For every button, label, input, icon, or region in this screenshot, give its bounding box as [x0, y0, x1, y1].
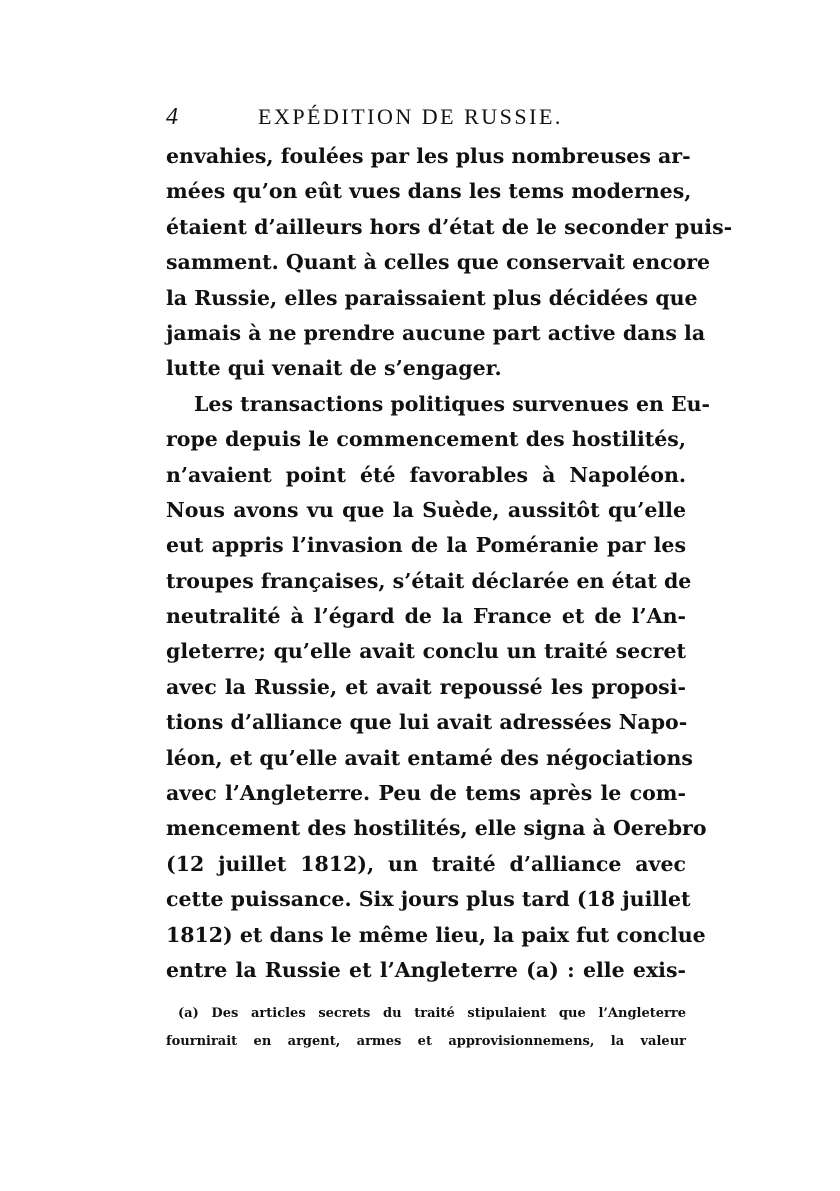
text-line: léon, et qu’elle avait entamé des négociations — [166, 745, 693, 770]
text-line: Les transactions politiques survenues en Eu- — [194, 391, 711, 416]
text-line: n’avaient point été favorables à Napoléon. — [166, 462, 686, 487]
text-line: avec l’Angleterre. Peu de tems après le com- — [166, 781, 686, 806]
footnote — [166, 1000, 686, 1056]
text-line: envahies, foulées par les plus nombreuses ar- — [166, 144, 691, 168]
text-line: troupes françaises, s’était déclarée en état de — [166, 568, 692, 593]
footnote-line: (a) Des articles secrets du traité stipulaient que l’Angleterre — [178, 1006, 686, 1021]
text-line: étaient d’ailleurs hors d’état de le seconder puis- — [166, 214, 733, 239]
text-line: la Russie, elles paraissaient plus décidées que — [166, 285, 698, 310]
text-line: avec la Russie, et avait repoussé les proposi- — [166, 674, 686, 699]
running-title: EXPÉDITION DE RUSSIE. — [258, 104, 563, 129]
text-line: lutte qui venait de s’engager. — [166, 356, 502, 381]
running-header — [166, 104, 686, 134]
text-line: mées qu’on eût vues dans les tems modernes, — [166, 179, 692, 204]
text-line: (12 juillet 1812), un traité d’alliance avec — [166, 851, 686, 876]
text-line: entre la Russie et l’Angleterre (a) : elle exis- — [166, 957, 686, 982]
text-line: rope depuis le commencement des hostilités, — [166, 427, 686, 452]
text-line: mencement des hostilités, elle signa à Oerebro — [166, 816, 707, 841]
text-line: Nous avons vu que la Suède, aussitôt qu’elle — [166, 497, 686, 522]
text-line: neutralité à l’égard de la France et de l’An- — [166, 604, 686, 629]
text-line: 1812) et dans le même lieu, la paix fut conclue — [166, 922, 706, 947]
text-line: jamais à ne prendre aucune part active dans la — [166, 320, 706, 345]
body-text — [166, 139, 733, 988]
text-line: samment. Quant à celles que conservait encore — [166, 250, 711, 275]
page-number: 4 — [166, 104, 181, 130]
text-line: eut appris l’invasion de la Poméranie par les — [166, 533, 686, 558]
text-line: gleterre; qu’elle avait conclu un traité secret — [166, 639, 686, 664]
footnote-line: fournirait en argent, armes et approvisionnemens, la valeur — [166, 1034, 686, 1049]
text-line: tions d’alliance que lui avait adressées Napo- — [166, 710, 688, 735]
text-line: cette puissance. Six jours plus tard (18 juillet — [166, 887, 691, 912]
